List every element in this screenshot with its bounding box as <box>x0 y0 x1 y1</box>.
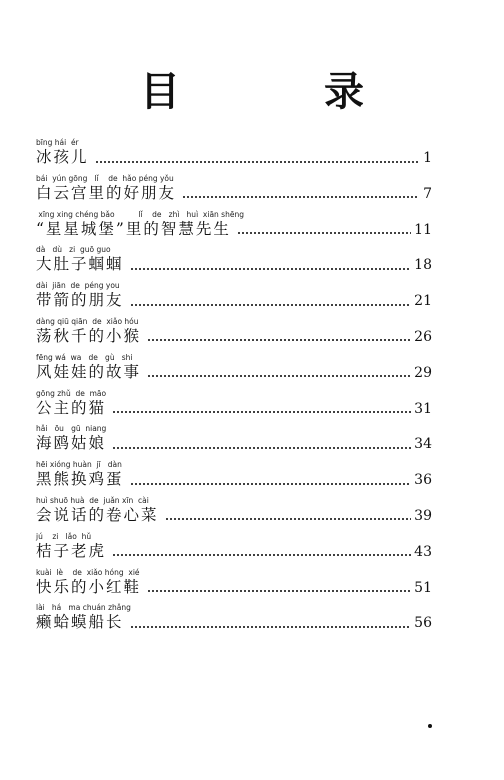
page-number: 34 <box>414 436 432 453</box>
pinyin-annotation: lài há ma chuán zhǎng <box>36 603 131 613</box>
entry-title: 公主的猫 <box>36 398 107 417</box>
toc-entry[interactable] <box>36 174 432 210</box>
entry-title: 快乐的小红鞋 <box>36 577 142 596</box>
toc-entry[interactable] <box>36 245 432 281</box>
dot-leader <box>130 625 412 629</box>
page-number: 51 <box>414 579 432 596</box>
page-number: 11 <box>414 221 432 238</box>
dot-leader <box>130 303 412 307</box>
page-number: 43 <box>414 543 432 560</box>
dot-leader <box>147 338 411 342</box>
dot-leader <box>130 267 412 271</box>
page-number: 29 <box>414 364 432 381</box>
page-number: 36 <box>414 472 432 489</box>
toc-entry[interactable] <box>36 138 432 174</box>
entry-title: 带箭的朋友 <box>36 291 124 310</box>
page-number: 56 <box>414 615 432 632</box>
toc-entry[interactable] <box>36 568 432 604</box>
dot-leader <box>147 374 411 378</box>
pinyin-annotation: dàng qiū qiān de xiǎo hóu <box>36 316 139 326</box>
dot-leader <box>112 553 411 557</box>
page-number: 1 <box>423 150 432 166</box>
pinyin-annotation: hǎi ōu gū niang <box>36 424 107 434</box>
pinyin-annotation: hēi xióng huàn jī dàn <box>36 460 122 470</box>
entry-title: 桔子老虎 <box>36 541 107 560</box>
entry-title: “星星城堡”里的智慧先生 <box>36 219 231 238</box>
toc-entry[interactable] <box>36 496 432 532</box>
entry-title: 风娃娃的故事 <box>36 362 142 381</box>
pinyin-annotation: xīng xing chéng bǎo lǐ de zhì huì xiān shēng <box>36 209 244 219</box>
toc-entry[interactable] <box>36 210 432 246</box>
dot-leader <box>237 231 411 235</box>
page-title: 目 录 <box>140 69 416 115</box>
entry-title: 荡秋千的小猴 <box>36 326 142 345</box>
entry-title: 癞蛤蟆船长 <box>36 613 124 632</box>
entry-title: 冰孩儿 <box>36 148 89 166</box>
pinyin-annotation: huì shuō huà de juǎn xīn cài <box>36 495 149 505</box>
page-number: 26 <box>414 328 432 345</box>
toc-entry[interactable] <box>36 424 432 460</box>
dot-leader <box>95 160 419 164</box>
page-number: 39 <box>414 507 432 524</box>
page-number: 21 <box>414 293 432 310</box>
entry-title: 大肚子蝈蝈 <box>36 255 124 274</box>
dot-leader <box>112 446 411 450</box>
toc-entry[interactable] <box>36 317 432 353</box>
page-number: 18 <box>414 257 432 274</box>
toc-entry[interactable] <box>36 389 432 425</box>
table-of-contents <box>36 138 432 639</box>
print-speck <box>428 724 432 728</box>
dot-leader <box>165 517 412 521</box>
toc-entry[interactable] <box>36 281 432 317</box>
pinyin-annotation: dài jiān de péng you <box>36 281 120 291</box>
toc-entry[interactable] <box>36 353 432 389</box>
pinyin-annotation: fēng wá wa de gù shi <box>36 352 133 362</box>
entry-title: 会说话的卷心菜 <box>36 505 159 524</box>
dot-leader <box>130 482 412 486</box>
toc-entry[interactable] <box>36 603 432 639</box>
dot-leader <box>112 410 411 414</box>
page-number: 7 <box>423 185 432 202</box>
pinyin-annotation: bīng hái ér <box>36 138 79 147</box>
dot-leader <box>147 589 411 593</box>
entry-title: 白云宫里的好朋友 <box>36 183 177 202</box>
pinyin-annotation: dà dù zi guō guo <box>36 245 111 255</box>
dot-leader <box>182 195 419 199</box>
entry-title: 黑熊换鸡蛋 <box>36 470 124 489</box>
pinyin-annotation: bái yún gōng lǐ de hǎo péng yǒu <box>36 173 174 183</box>
page-number: 31 <box>414 400 432 417</box>
entry-title: 海鸥姑娘 <box>36 434 107 453</box>
pinyin-annotation: kuài lè de xiǎo hóng xié <box>36 567 140 577</box>
pinyin-annotation: jú zi lǎo hǔ <box>36 531 92 541</box>
toc-entry[interactable] <box>36 460 432 496</box>
pinyin-annotation: gōng zhǔ de māo <box>36 388 107 398</box>
toc-entry[interactable] <box>36 532 432 568</box>
